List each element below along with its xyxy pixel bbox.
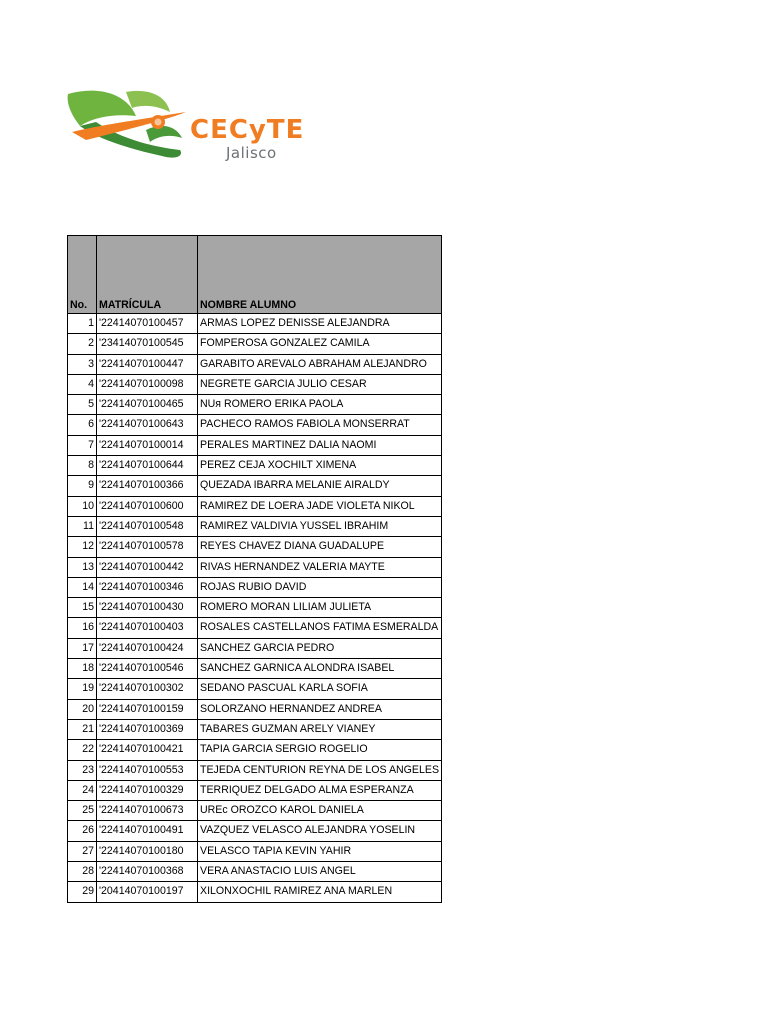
row-nombre: SANCHEZ GARCIA PEDRO xyxy=(198,638,442,658)
table-row xyxy=(68,598,442,618)
row-matricula: '22414070100578 xyxy=(97,537,198,557)
row-number: 12 xyxy=(68,537,97,557)
table-row xyxy=(68,699,442,719)
row-number: 23 xyxy=(68,760,97,780)
row-nombre: PERALES MARTINEZ DALIA NAOMI xyxy=(198,435,442,455)
row-number: 6 xyxy=(68,415,97,435)
table-row xyxy=(68,740,442,760)
row-nombre: VAZQUEZ VELASCO ALEJANDRA YOSELIN xyxy=(198,821,442,841)
table-row xyxy=(68,638,442,658)
row-nombre: XILONXOCHIL RAMIREZ ANA MARLEN xyxy=(198,882,442,902)
row-nombre: TERRIQUEZ DELGADO ALMA ESPERANZA xyxy=(198,780,442,800)
row-nombre: RIVAS HERNANDEZ VALERIA MAYTE xyxy=(198,557,442,577)
student-roster-table xyxy=(67,235,442,903)
row-nombre: ARMAS LOPEZ DENISSE ALEJANDRA xyxy=(198,314,442,334)
row-nombre: TEJEDA CENTURION REYNA DE LOS ANGELES xyxy=(198,760,442,780)
row-matricula: '22414070100098 xyxy=(97,374,198,394)
row-nombre: QUEZADA IBARRA MELANIE AIRALDY xyxy=(198,476,442,496)
table-row xyxy=(68,618,442,638)
row-number: 13 xyxy=(68,557,97,577)
row-matricula: '22414070100430 xyxy=(97,598,198,618)
row-nombre: RAMIREZ VALDIVIA YUSSEL IBRAHIM xyxy=(198,516,442,536)
row-matricula: '22414070100491 xyxy=(97,821,198,841)
row-nombre: SEDANO PASCUAL KARLA SOFIA xyxy=(198,679,442,699)
table-row xyxy=(68,334,442,354)
row-matricula: '22414070100457 xyxy=(97,314,198,334)
table-row xyxy=(68,821,442,841)
row-matricula: '22414070100346 xyxy=(97,577,198,597)
row-nombre: VELASCO TAPIA KEVIN YAHIR xyxy=(198,841,442,861)
row-nombre: ROMERO MORAN LILIAM JULIETA xyxy=(198,598,442,618)
table-row xyxy=(68,760,442,780)
table-row xyxy=(68,679,442,699)
row-matricula: '20414070100197 xyxy=(97,882,198,902)
table-row xyxy=(68,435,442,455)
row-matricula: '22414070100302 xyxy=(97,679,198,699)
row-matricula: '23414070100545 xyxy=(97,334,198,354)
table-row xyxy=(68,780,442,800)
row-number: 3 xyxy=(68,354,97,374)
row-number: 16 xyxy=(68,618,97,638)
table-row xyxy=(68,862,442,882)
row-nombre: RAMIREZ DE LOERA JADE VIOLETA NIKOL xyxy=(198,496,442,516)
row-number: 24 xyxy=(68,780,97,800)
table-row xyxy=(68,516,442,536)
row-nombre: ROSALES CASTELLANOS FATIMA ESMERALDA xyxy=(198,618,442,638)
row-number: 10 xyxy=(68,496,97,516)
row-matricula: '22414070100465 xyxy=(97,395,198,415)
table-row xyxy=(68,577,442,597)
row-matricula: '22414070100366 xyxy=(97,476,198,496)
table-row xyxy=(68,882,442,902)
table-row xyxy=(68,557,442,577)
row-number: 1 xyxy=(68,314,97,334)
row-nombre: PACHECO RAMOS FABIOLA MONSERRAT xyxy=(198,415,442,435)
table-row xyxy=(68,659,442,679)
row-number: 4 xyxy=(68,374,97,394)
row-nombre: GARABITO AREVALO ABRAHAM ALEJANDRO xyxy=(198,354,442,374)
row-nombre: ROJAS RUBIO DAVID xyxy=(198,577,442,597)
logo-brand: CECyTE xyxy=(190,115,305,145)
row-matricula: '22414070100600 xyxy=(97,496,198,516)
row-nombre: REYES CHAVEZ DIANA GUADALUPE xyxy=(198,537,442,557)
row-matricula: '22414070100546 xyxy=(97,659,198,679)
row-number: 9 xyxy=(68,476,97,496)
row-number: 11 xyxy=(68,516,97,536)
table-row xyxy=(68,841,442,861)
row-number: 27 xyxy=(68,841,97,861)
row-number: 8 xyxy=(68,456,97,476)
row-number: 26 xyxy=(68,821,97,841)
row-number: 25 xyxy=(68,801,97,821)
row-number: 15 xyxy=(68,598,97,618)
logo-subtitle: Jalisco xyxy=(226,144,277,162)
row-matricula: '22414070100447 xyxy=(97,354,198,374)
row-matricula: '22414070100442 xyxy=(97,557,198,577)
row-number: 17 xyxy=(68,638,97,658)
table-row xyxy=(68,395,442,415)
table-row xyxy=(68,801,442,821)
row-number: 29 xyxy=(68,882,97,902)
row-matricula: '22414070100369 xyxy=(97,719,198,739)
table-row xyxy=(68,537,442,557)
table-header-row xyxy=(68,236,442,314)
row-nombre: NEGRETE GARCIA JULIO CESAR xyxy=(198,374,442,394)
table-row xyxy=(68,374,442,394)
row-matricula: '22414070100421 xyxy=(97,740,198,760)
row-number: 22 xyxy=(68,740,97,760)
row-matricula: '22414070100553 xyxy=(97,760,198,780)
row-nombre: TABARES GUZMAN ARELY VIANEY xyxy=(198,719,442,739)
row-number: 20 xyxy=(68,699,97,719)
row-nombre: FOMPEROSA GONZALEZ CAMILA xyxy=(198,334,442,354)
row-number: 5 xyxy=(68,395,97,415)
row-matricula: '22414070100643 xyxy=(97,415,198,435)
table-row xyxy=(68,496,442,516)
row-matricula: '22414070100644 xyxy=(97,456,198,476)
table-row xyxy=(68,476,442,496)
row-matricula: '22414070100368 xyxy=(97,862,198,882)
row-matricula: '22414070100014 xyxy=(97,435,198,455)
row-matricula: '22414070100548 xyxy=(97,516,198,536)
row-number: 18 xyxy=(68,659,97,679)
row-number: 14 xyxy=(68,577,97,597)
row-nombre: PEREZ CEJA XOCHILT XIMENA xyxy=(198,456,442,476)
row-number: 21 xyxy=(68,719,97,739)
row-nombre: SOLORZANO HERNANDEZ ANDREA xyxy=(198,699,442,719)
header-no: No. xyxy=(68,236,97,314)
table-body xyxy=(68,314,442,903)
table-row xyxy=(68,314,442,334)
row-number: 28 xyxy=(68,862,97,882)
table-row xyxy=(68,719,442,739)
row-number: 19 xyxy=(68,679,97,699)
row-number: 7 xyxy=(68,435,97,455)
table-row xyxy=(68,354,442,374)
header-matricula: MATRÍCULA xyxy=(97,236,198,314)
row-nombre: UREc OROZCO KAROL DANIELA xyxy=(198,801,442,821)
header-nombre: NOMBRE ALUMNO xyxy=(198,236,442,314)
table-row xyxy=(68,415,442,435)
logo-wordmark xyxy=(190,116,330,161)
row-matricula: '22414070100673 xyxy=(97,801,198,821)
row-nombre: NUя ROMERO ERIKA PAOLA xyxy=(198,395,442,415)
row-matricula: '22414070100403 xyxy=(97,618,198,638)
row-nombre: SANCHEZ GARNICA ALONDRA ISABEL xyxy=(198,659,442,679)
row-matricula: '22414070100159 xyxy=(97,699,198,719)
row-matricula: '22414070100329 xyxy=(97,780,198,800)
row-matricula: '22414070100180 xyxy=(97,841,198,861)
row-matricula: '22414070100424 xyxy=(97,638,198,658)
row-nombre: TAPIA GARCIA SERGIO ROGELIO xyxy=(198,740,442,760)
row-nombre: VERA ANASTACIO LUIS ANGEL xyxy=(198,862,442,882)
row-number: 2 xyxy=(68,334,97,354)
table-row xyxy=(68,456,442,476)
